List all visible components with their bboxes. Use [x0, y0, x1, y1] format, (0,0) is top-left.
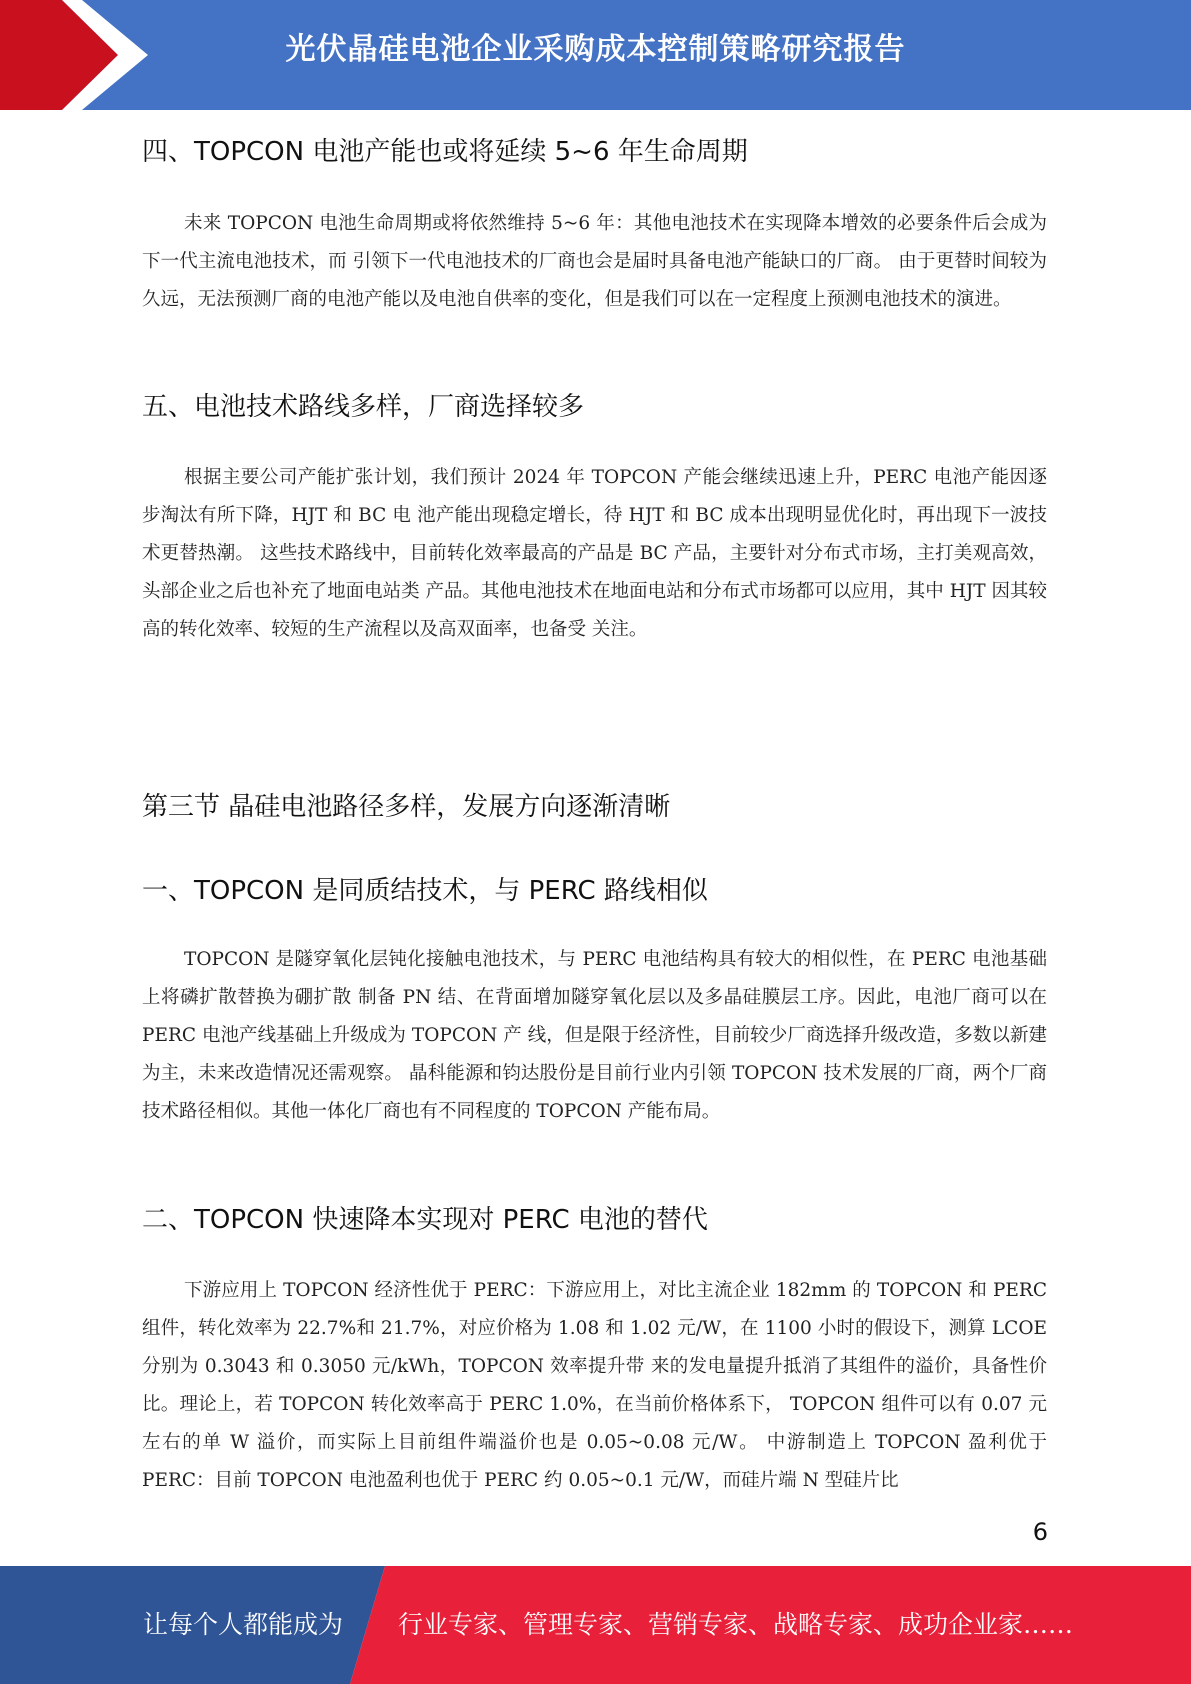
report-title: 光伏晶硅电池企业采购成本控制策略研究报告: [285, 32, 906, 67]
section-paragraph-5: 根据主要公司产能扩张计划，我们预计 2024 年 TOPCON 产能会继续迅速上升，PERC 电池产能因逐步淘汰有所下降，HJT 和 BC 电 池产能出现稳定增长，待 HJT 和 BC 成本出现明显优化时，再出现下一波技术更替热潮。 这些技术路线中，目前转化效率最高的产品是 BC 产品，主要针对分布式市场，主打美观高效，头部企业之后也补充了地面电站类 产品。其他电池技术在地面电站和分布式市场都可以应用，其中 HJT 因其较高的转化效率、较短的生产流程以及高双面率，也备受 关注。: [142, 467, 1047, 640]
page-header: [0, 0, 1191, 110]
page-footer: [0, 1566, 1191, 1684]
section-paragraph-2: 下游应用上 TOPCON 经济性优于 PERC：下游应用上，对比主流企业 182mm 的 TOPCON 和 PERC 组件，转化效率为 22.7%和 21.7%，对应价格为 1.08 和 1.02 元/W，在 1100 小时的假设下，测算 LCOE 分别为 0.3043 和 0.3050 元/kWh，TOPCON 效率提升带 来的发电量提升抵消了其组件的溢价，具备性价比。理论上，若 TOPCON 转化效率高于 PERC 1.0%，在当前价格体系下， TOPCON 组件可以有 0.07 元左右的单 W 溢价，而实际上目前组件端溢价也是 0.05~0.08 元/W。 中游制造上 TOPCON 盈利优于 PERC：目前 TOPCON 电池盈利也优于 PERC 约 0.05~0.1 元/W，而硅片端 N 型硅片比: [142, 1280, 1047, 1491]
section-heading-1: 一、TOPCON 是同质结技术，与 PERC 路线相似: [142, 876, 708, 906]
section-paragraph-1: TOPCON 是隧穿氧化层钝化接触电池技术，与 PERC 电池结构具有较大的相似性，在 PERC 电池基础上将磷扩散替换为硼扩散 制备 PN 结、在背面增加隧穿氧化层以及多晶硅膜层工序。因此，电池厂商可以在 PERC 电池产线基础上升级成为 TOPCON 产 线，但是限于经济性，目前较少厂商选择升级改造，多数以新建为主，未来改造情况还需观察。 晶科能源和钧达股份是目前行业内引领 TOPCON 技术发展的厂商，两个厂商技术路径相似。其他一体化厂商也有不同程度的 TOPCON 产能布局。: [142, 949, 1047, 1122]
section-heading-2: 二、TOPCON 快速降本实现对 PERC 电池的替代: [142, 1205, 708, 1235]
section-heading-5: 五、电池技术路线多样，厂商选择较多: [142, 392, 585, 422]
footer-slogan-right: 行业专家、管理专家、营销专家、战略专家、成功企业家……: [398, 1610, 1074, 1639]
section-paragraph-4: 未来 TOPCON 电池生命周期或将依然维持 5~6 年：其他电池技术在实现降本增效的必要条件后会成为下一代主流电池技术，而 引领下一代电池技术的厂商也会是届时具备电池产能缺口的厂商。 由于更替时间较为久远，无法预测厂商的电池产能以及电池自供率的变化，但是我们可以在一定程度上预测电池技术的演进。: [142, 213, 1047, 310]
page-number: 6: [1032, 1518, 1048, 1546]
footer-slogan-left: 让每个人都能成为: [143, 1610, 344, 1639]
section-heading-4: 四、TOPCON 电池产能也或将延续 5~6 年生命周期: [142, 137, 748, 167]
chapter-heading-3: 第三节 晶硅电池路径多样，发展方向逐渐清晰: [142, 792, 671, 822]
